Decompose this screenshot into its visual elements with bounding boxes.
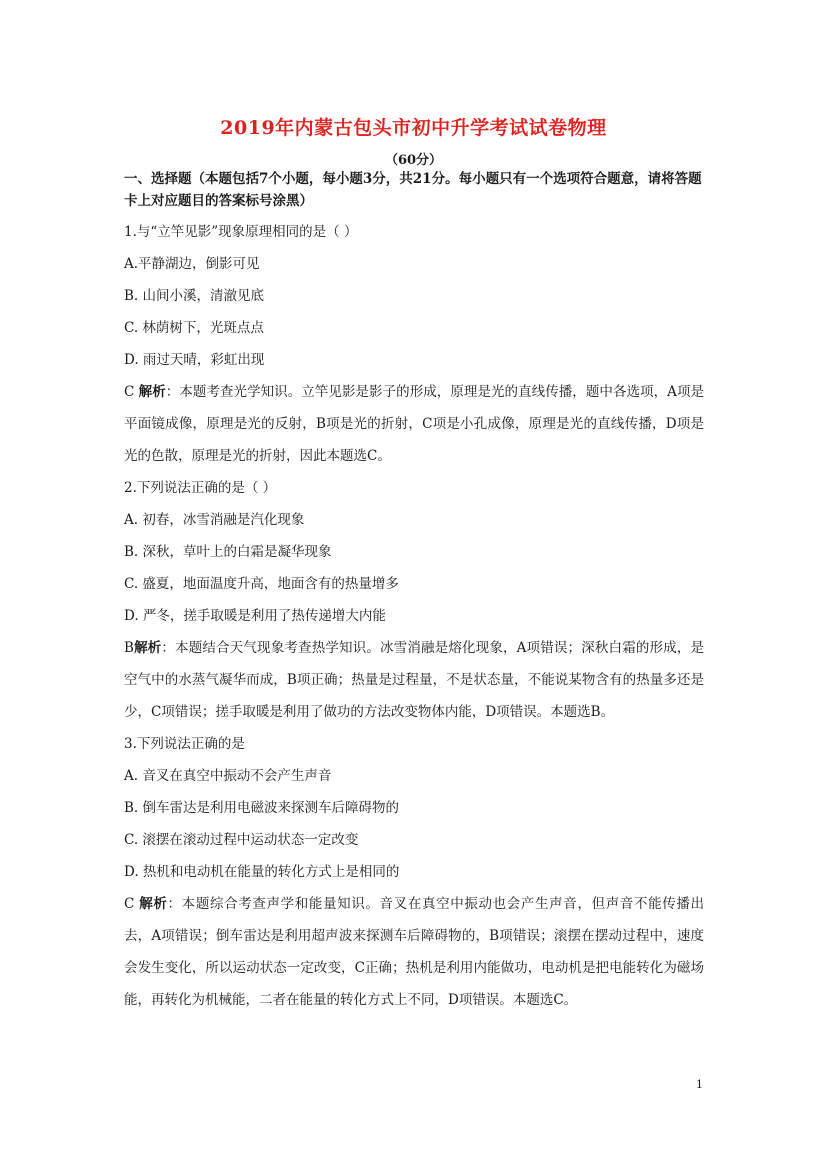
answer-letter: C [124, 384, 139, 400]
answer-text: ：本题结合天气现象考查热学知识。冰雪消融是熔化现象，A项错误；深秋白霜的形成，是空气中的水蒸气凝华而成，B项正确；热量是过程量，不是状态量，不能说某物含有的热量多还是少，C项错误；搓手取暖是利用了做功的方法改变物体内能，D项错误。本题选B。 [124, 640, 705, 720]
answer-text: ：本题综合考查声学和能量知识。音叉在真空中振动也会产生声音，但声音不能传播出去，A项错误；倒车雷达是利用超声波来探测车后障碍物的，B项错误；滚摆在摆动过程中，速度会发生变化，所以运动状态一定改变，C正确；热机是利用内能做功，电动机是把电能转化为磁场能，再转化为机械能，二者在能量的转化方式上不同，D项错误。本题选C。 [124, 896, 705, 1008]
option: A.平静湖边，倒影可见 [124, 256, 260, 272]
option: B. 倒车雷达是利用电磁波来探测车后障碍物的 [124, 800, 400, 816]
answer-tag: 解析 [133, 640, 162, 656]
answer-explanation [124, 376, 704, 472]
option: A. 音叉在真空中振动不会产生声音 [124, 768, 332, 784]
answer-explanation [124, 632, 704, 728]
option: C. 盛夏，地面温度升高，地面含有的热量增多 [124, 576, 399, 592]
exam-title: 2019年内蒙古包头市初中升学考试试卷物理 [220, 117, 607, 139]
page-number: 1 [696, 1078, 703, 1091]
question-stem: 3.下列说法正确的是 [124, 736, 245, 752]
question-stem: 1.与“立竿见影”现象原理相同的是（ ） [124, 224, 358, 240]
answer-text: ：本题考查光学知识。立竿见影是影子的形成，原理是光的直线传播，题中各选项，A项是平面镜成像，原理是光的反射，B项是光的折射，C项是小孔成像，原理是光的直线传播，D项是光的色散，原理是光的折射，因此本题选C。 [124, 384, 705, 464]
answer-explanation [124, 888, 704, 1016]
option: C. 林荫树下，光斑点点 [124, 320, 264, 336]
option: A. 初春，冰雪消融是汽化现象 [124, 512, 305, 528]
answer-tag: 解析 [138, 384, 166, 400]
answer-tag: 解析 [139, 896, 168, 912]
option: B. 深秋，草叶上的白霜是凝华现象 [124, 544, 332, 560]
option: B. 山间小溪，清澈见底 [124, 288, 265, 304]
total-score: （60分） [384, 153, 443, 168]
option: D. 严冬，搓手取暖是利用了热传递增大内能 [124, 608, 386, 624]
answer-letter: C [124, 896, 140, 912]
section-heading: 一、选择题（本题包括7个小题，每小题3分，共21分。每小题只有一个选项符合题意，请将答题卡上对应题目的答案标号涂黑） [124, 171, 702, 209]
question-stem: 2.下列说法正确的是（ ） [124, 480, 277, 496]
option: D. 热机和电动机在能量的转化方式上是相同的 [124, 864, 400, 880]
answer-letter: B [124, 640, 134, 656]
option: C. 滚摆在滚动过程中运动状态一定改变 [124, 832, 359, 848]
option: D. 雨过天晴，彩虹出现 [124, 352, 265, 368]
exam-body [124, 168, 704, 1016]
